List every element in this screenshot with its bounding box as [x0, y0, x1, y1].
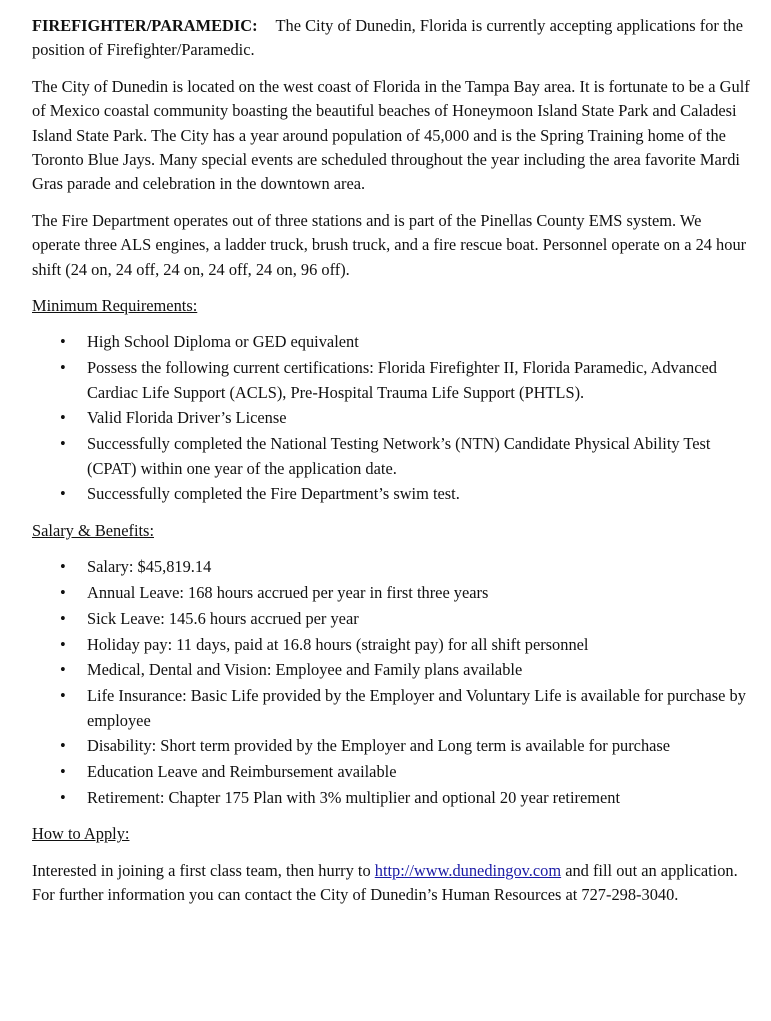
salary-benefits-heading: Salary & Benefits: [32, 520, 154, 540]
list-item-text: Annual Leave: 168 hours accrued per year in first three years [87, 583, 489, 603]
apply-text-before: Interested in joining a first class team, then hurry to [32, 860, 375, 880]
requirements-heading: Minimum Requirements: [32, 296, 198, 316]
list-item-text: Successfully completed the Fire Department’s swim test. [87, 484, 460, 504]
document-page [32, 14, 750, 920]
list-item [32, 432, 750, 481]
bullet-icon: • [60, 660, 66, 680]
list-item [32, 633, 750, 657]
bullet-icon: • [60, 736, 66, 756]
list-item-text: High School Diploma or GED equivalent [87, 332, 359, 352]
list-item-text: Medical, Dental and Vision: Employee and Family plans available [87, 660, 523, 680]
how-to-apply-heading: How to Apply: [32, 824, 130, 844]
list-item [32, 406, 750, 430]
bullet-icon: • [60, 634, 66, 654]
list-item-text: Sick Leave: 145.6 hours accrued per year [87, 608, 359, 628]
list-item-text: Retirement: Chapter 175 Plan with 3% multiplier and optional 20 year retirement [87, 788, 621, 808]
list-item [32, 330, 750, 354]
list-item-text: Salary: $45,819.14 [87, 557, 212, 577]
bullet-icon: • [60, 788, 66, 808]
list-item-text: Disability: Short term provided by the Employer and Long term is available for purchase [87, 736, 671, 756]
list-item [32, 734, 750, 758]
list-item [32, 607, 750, 631]
requirements-list [32, 330, 750, 506]
bullet-icon: • [60, 557, 66, 577]
list-item [32, 658, 750, 682]
list-item [32, 581, 750, 605]
list-item-text: Education Leave and Reimbursement available [87, 762, 397, 782]
bullet-icon: • [60, 762, 66, 782]
bullet-icon: • [60, 686, 66, 706]
website-link[interactable]: http://www.dunedingov.com [374, 860, 562, 880]
bullet-icon: • [60, 358, 66, 378]
list-item-text: Valid Florida Driver’s License [87, 408, 287, 428]
city-description-paragraph: The City of Dunedin is located on the west coast of Florida in the Tampa Bay area. It is fortunate to be a Gulf of Mexico coastal community boasting the beautiful beaches of Honeymoon Island State Park and Caladesi Island State Park. The City has a year around population of 45,000 and is the Spring Training home of the Toronto Blue Jays. Many special events are scheduled throughout the year including the area favorite Mardi Gras parade and celebration in the downtown area. [32, 76, 750, 194]
list-item-text: Holiday pay: 11 days, paid at 16.8 hours (straight pay) for all shift personnel [87, 634, 589, 654]
list-item [32, 786, 750, 810]
job-title: FIREFIGHTER/PARAMEDIC: [32, 16, 258, 35]
benefits-list [32, 555, 750, 810]
apply-paragraph [32, 859, 750, 908]
list-item-text: Possess the following current certifications: Florida Firefighter II, Florida Paramedic, Advanced Cardiac Life Support (ACLS), Pre-Hospital Trauma Life Support (PHTLS). [87, 358, 717, 402]
list-item [32, 555, 750, 579]
fire-department-paragraph: The Fire Department operates out of three stations and is part of the Pinellas County EMS system. We operate three ALS engines, a ladder truck, brush truck, and a fire rescue boat. Personnel operate on a 24 hour shift (24 on, 24 off, 24 on, 24 off, 24 on, 96 off). [32, 210, 747, 279]
bullet-icon: • [60, 608, 66, 628]
list-item [32, 684, 750, 733]
intro-paragraph [32, 14, 750, 63]
list-item [32, 760, 750, 784]
list-item-text: Successfully completed the National Testing Network’s (NTN) Candidate Physical Ability Test (CPAT) within one year of the application date. [87, 434, 711, 478]
intro-text: The City of Dunedin, Florida is currently accepting applications for the position of Firefighter/Paramedic. [32, 16, 743, 60]
list-item-text: Life Insurance: Basic Life provided by the Employer and Voluntary Life is available for purchase by employee [87, 686, 746, 730]
bullet-icon: • [60, 434, 66, 454]
apply-text-after: and fill out an application. For further information you can contact the City of Dunedin’s Human Resources at 727-298-3040. [32, 860, 738, 905]
bullet-icon: • [60, 583, 66, 603]
list-item [32, 356, 750, 405]
bullet-icon: • [60, 408, 66, 428]
list-item [32, 482, 750, 506]
bullet-icon: • [60, 484, 66, 504]
bullet-icon: • [60, 332, 66, 352]
